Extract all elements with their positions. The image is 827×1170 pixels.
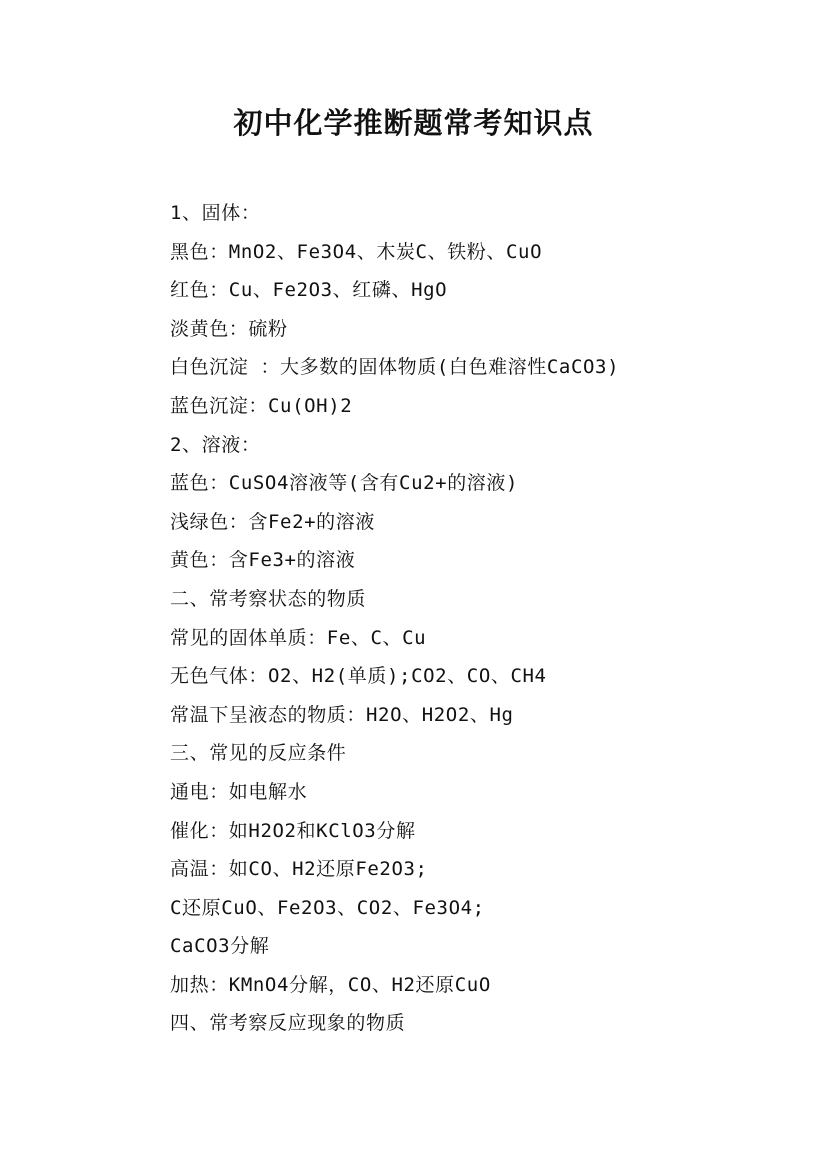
section-states-heading: 二、常考察状态的物质 (170, 587, 367, 610)
section-reaction-conditions-heading: 三、常见的反应条件 (170, 742, 347, 765)
text-line-red-solids: 红色：Cu、Fe2O3、红磷、HgO (170, 279, 448, 302)
text-line-liquids: 常温下呈液态的物质：H2O、H2O2、Hg (170, 703, 514, 726)
text-line-white-precipitate: 白色沉淀 ：大多数的固体物质(白色难溶性CaCO3) (170, 356, 620, 379)
text-line-carbon-reduction: C还原CuO、Fe2O3、CO2、Fe3O4; (170, 896, 485, 919)
text-line-black-solids: 黑色：MnO2、Fe3O4、木炭C、铁粉、CuO (170, 240, 543, 263)
text-line-colorless-gases: 无色气体：O2、H2(单质);CO2、CO、CH4 (170, 665, 547, 688)
text-line-yellow-solution: 黄色：含Fe3+的溶液 (170, 549, 356, 572)
page-title: 初中化学推断题常考知识点 (233, 106, 594, 140)
section-solids-heading: 1、固体： (170, 202, 261, 224)
text-line-pale-yellow: 淡黄色：硫粉 (170, 317, 288, 340)
section-reaction-phenomena-heading: 四、常考察反应现象的物质 (170, 1012, 406, 1035)
text-line-catalysis: 催化：如H2O2和KClO3分解 (170, 819, 416, 842)
text-line-solid-elements: 常见的固体单质：Fe、C、Cu (170, 626, 427, 649)
text-line-caco3-decomposition: CaCO3分解 (170, 935, 270, 958)
document-body (170, 194, 790, 1043)
section-solutions-heading: 2、溶液： (170, 433, 261, 456)
text-line-light-green-solution: 浅绿色：含Fe2+的溶液 (170, 510, 375, 533)
text-line-heating: 加热：KMnO4分解，CO、H2还原CuO (170, 973, 491, 996)
text-line-electrolysis: 通电：如电解水 (170, 780, 308, 803)
text-line-high-temperature: 高温：如CO、H2还原Fe2O3; (170, 858, 428, 881)
text-line-blue-precipitate: 蓝色沉淀：Cu(OH)2 (170, 394, 353, 417)
text-line-blue-solution: 蓝色：CuSO4溶液等(含有Cu2+的溶液) (170, 472, 519, 495)
